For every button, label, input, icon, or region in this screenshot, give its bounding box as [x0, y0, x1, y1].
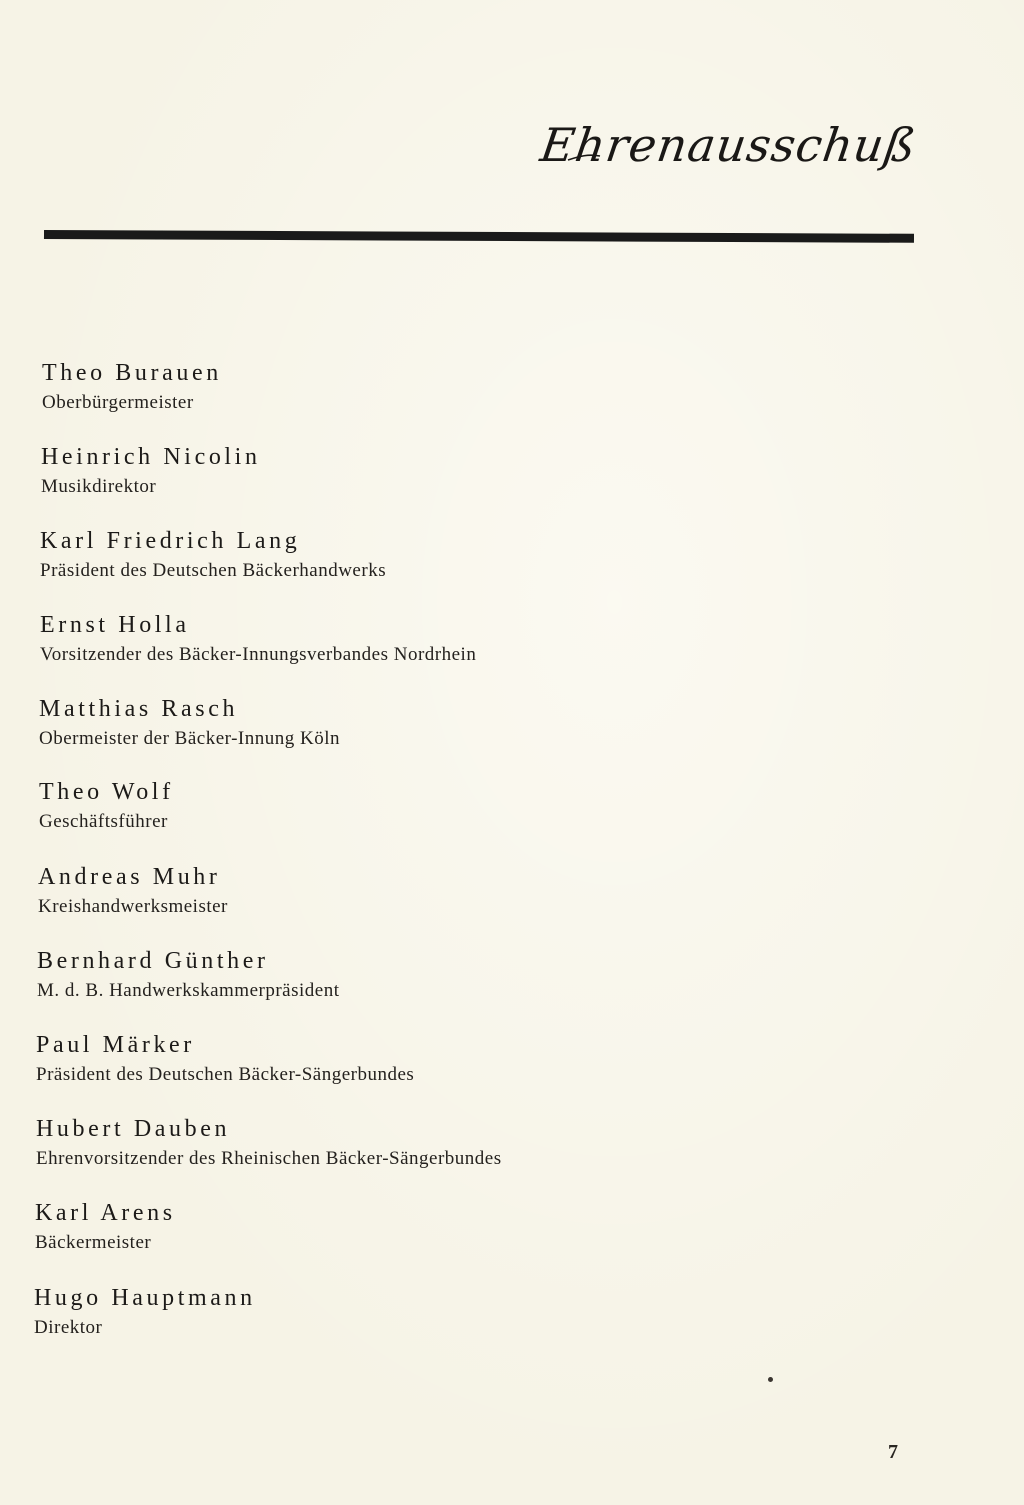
member-role: Kreishandwerksmeister	[38, 896, 228, 917]
member-role: Geschäftsführer	[39, 811, 168, 832]
list-item	[41, 442, 261, 500]
member-name: Karl Friedrich Lang	[40, 528, 301, 554]
list-item	[40, 610, 476, 668]
member-role: Vorsitzender des Bäcker-Innungsverbandes Nordrhein	[40, 644, 477, 665]
member-role: Musikdirektor	[41, 476, 157, 497]
list-item	[36, 1114, 502, 1172]
member-name: Matthias Rasch	[39, 696, 239, 722]
list-item	[34, 1283, 256, 1341]
member-name: Heinrich Nicolin	[41, 444, 261, 470]
member-role: Präsident des Deutschen Bäcker-Sängerbundes	[36, 1064, 415, 1085]
member-role: Ehrenvorsitzender des Rheinischen Bäcker-Sängerbundes	[36, 1148, 502, 1169]
member-name: Hubert Dauben	[36, 1116, 231, 1142]
member-role: M. d. B. Handwerkskammerpräsident	[37, 980, 340, 1001]
member-role: Bäckermeister	[35, 1232, 152, 1253]
list-item	[38, 862, 228, 920]
list-item	[39, 694, 340, 752]
member-name: Paul Märker	[36, 1032, 195, 1058]
print-speck	[768, 1377, 773, 1382]
list-item	[40, 526, 386, 584]
member-name: Theo Wolf	[39, 779, 174, 805]
member-role: Präsident des Deutschen Bäckerhandwerks	[40, 560, 387, 581]
list-item	[39, 777, 174, 835]
list-item	[37, 946, 340, 1004]
member-name: Ernst Holla	[40, 612, 190, 638]
page-title: Ehrenausschuß	[537, 118, 920, 172]
page-number: 7	[888, 1441, 898, 1463]
member-name: Hugo Hauptmann	[34, 1285, 256, 1311]
member-name: Karl Arens	[35, 1200, 176, 1226]
list-item	[42, 358, 222, 416]
list-item	[36, 1030, 414, 1088]
member-name: Andreas Muhr	[38, 864, 221, 890]
list-item	[35, 1198, 176, 1256]
member-role: Direktor	[34, 1317, 103, 1338]
member-role: Obermeister der Bäcker-Innung Köln	[39, 728, 340, 749]
member-name: Theo Burauen	[42, 360, 222, 386]
member-role: Oberbürgermeister	[42, 392, 194, 413]
member-name: Bernhard Günther	[37, 948, 269, 974]
